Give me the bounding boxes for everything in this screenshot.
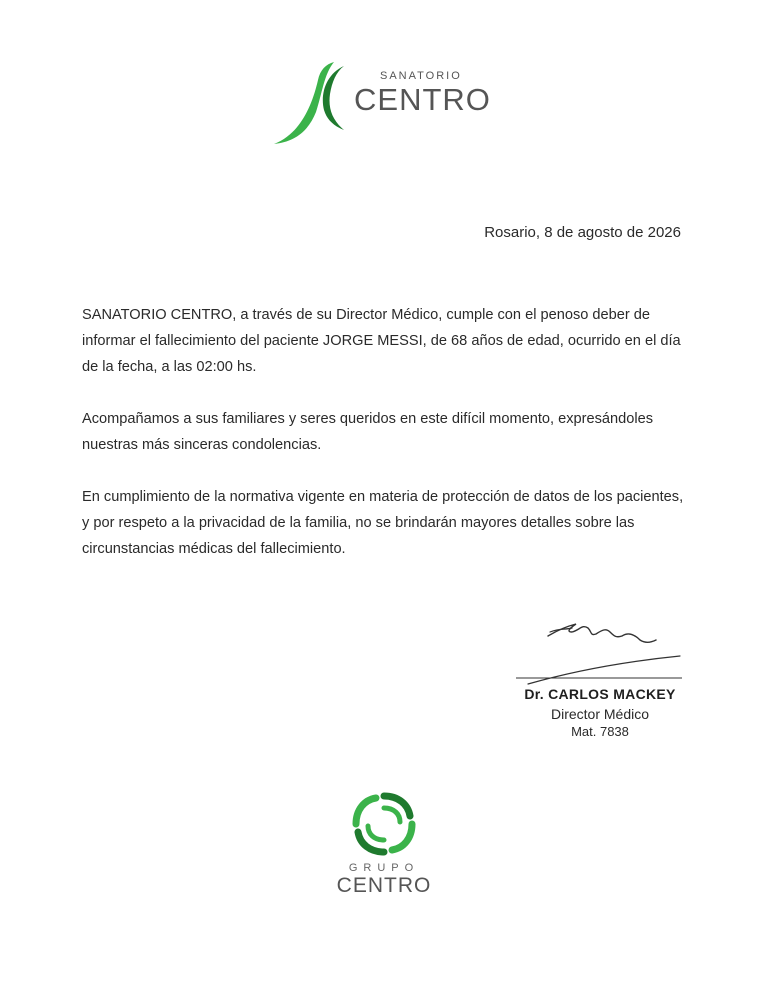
paragraph-privacy: En cumplimiento de la normativa vigente en materia de protección de datos de los pacientes, y por respeto a la privacidad de la familia, no se brindarán mayores detalles sobre las circunstancias médicas del fallecimiento. xyxy=(82,489,684,557)
footer-logo-title: CENTRO xyxy=(336,874,432,897)
header-logo-subtitle: SANATORIO xyxy=(380,70,462,82)
footer-logo xyxy=(320,790,448,910)
paragraph-announcement: SANATORIO CENTRO, a través de su Director Médico, cumple con el penoso deber de informar el fallecimiento del paciente JORGE MESSI, de 68 años de edad, ocurrido en el día de la fecha, a las 02:00 hs. xyxy=(82,307,681,375)
header-logo-title: CENTRO xyxy=(354,82,491,117)
paragraph-condolences: Acompañamos a sus familiares y seres queridos en este difícil momento, expresándoles nuestras más sinceras condolencias. xyxy=(82,411,654,453)
date-line: Rosario, 8 de agosto de 2026 xyxy=(484,224,681,241)
footer-logo-subtitle: GRUPO xyxy=(348,862,420,874)
handwritten-signature xyxy=(510,606,690,686)
swirl-logo-icon xyxy=(350,790,418,858)
signatory-title: Director Médico xyxy=(550,706,650,722)
sc-logo-icon xyxy=(270,58,350,150)
signatory-license: Mat. 7838 xyxy=(571,724,629,739)
header-logo xyxy=(270,58,510,150)
signatory-name: Dr. CARLOS MACKEY xyxy=(524,686,676,702)
letter-body xyxy=(82,302,692,588)
